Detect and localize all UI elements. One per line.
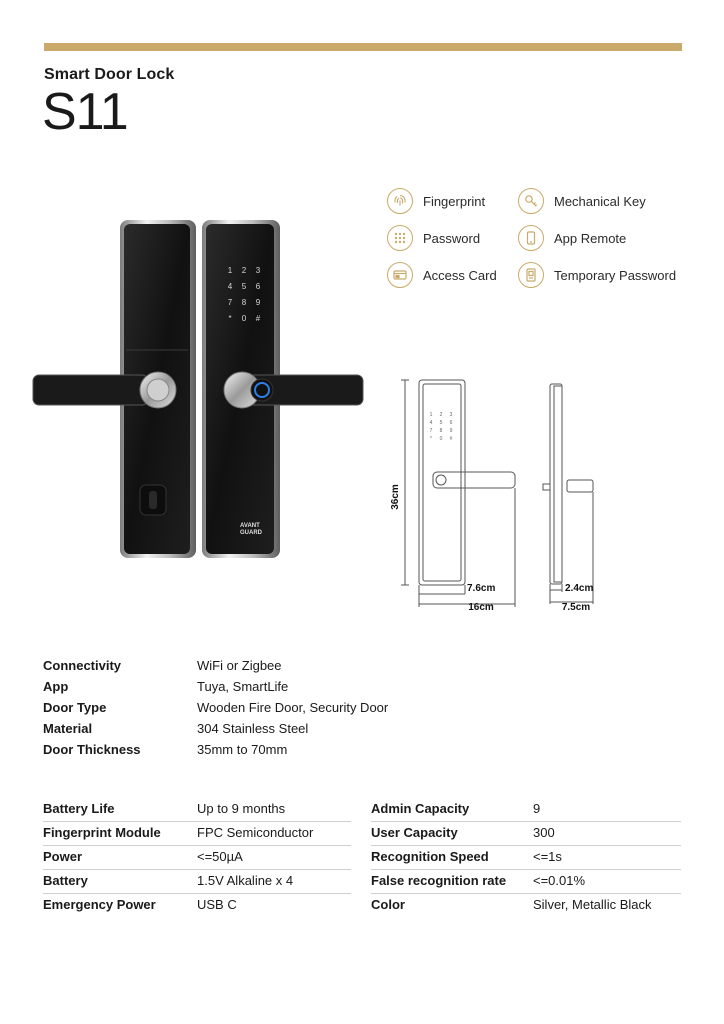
spec-value: <=1s: [533, 849, 562, 864]
key-label: 2: [241, 266, 247, 275]
dimension-diagram: [383, 372, 613, 617]
feature-item: [387, 223, 480, 253]
accent-bar: [44, 43, 682, 51]
spec-value: Up to 9 months: [197, 801, 286, 816]
key-label: 0: [439, 436, 443, 442]
overall-width-label: 16cm: [468, 602, 494, 613]
keypad-icon: [387, 225, 413, 251]
key-label: 5: [241, 282, 247, 291]
feature-item: [387, 260, 497, 290]
table-row: [371, 846, 681, 870]
feature-item: [387, 186, 485, 216]
spec-value: Wooden Fire Door, Security Door: [197, 700, 389, 715]
table-row: [43, 822, 351, 846]
spec-key: Fingerprint Module: [43, 825, 161, 840]
product-category: Smart Door Lock: [44, 66, 175, 83]
feature-label: Fingerprint: [423, 193, 486, 209]
depth-label: 2.4cm: [565, 583, 594, 594]
feature-item: [518, 186, 646, 216]
spec-key: App: [43, 679, 69, 694]
feature-item: [518, 260, 676, 290]
spec-key: Material: [43, 721, 93, 736]
spec-value: <=50µA: [197, 849, 243, 864]
table-row: [43, 846, 351, 870]
key-label: 7: [429, 428, 433, 434]
key-label: 0: [241, 314, 247, 323]
feature-label: Temporary Password: [554, 267, 677, 283]
spec-value: Tuya, SmartLife: [197, 679, 289, 694]
card-icon: [387, 262, 413, 288]
diagram-keypad: [430, 412, 453, 442]
spec-value: USB C: [197, 897, 237, 912]
spec-key: Battery Life: [43, 801, 115, 816]
spec-key: Admin Capacity: [371, 801, 470, 816]
table-row: [371, 870, 681, 894]
key-icon: [518, 188, 544, 214]
spec-value: 9: [533, 801, 541, 816]
table-row: [43, 870, 351, 894]
feature-label: App Remote: [554, 230, 627, 246]
key-label: *: [228, 314, 232, 323]
fingerprint-icon: [387, 188, 413, 214]
key-label: #: [449, 436, 453, 442]
spec-key: Recognition Speed: [371, 849, 489, 864]
height-label: 36cm: [390, 484, 401, 510]
key-label: 3: [449, 412, 453, 418]
spec-key: Door Thickness: [43, 742, 141, 757]
feature-item: [518, 223, 626, 253]
key-label: *: [430, 436, 432, 442]
key-label: 4: [429, 420, 433, 426]
brand-logo: GUARD: [240, 530, 262, 536]
door-lock-image: [30, 215, 370, 565]
spec-table-right: [371, 798, 681, 918]
model-name: S11: [42, 83, 128, 141]
table-row: [371, 822, 681, 846]
table-row: [43, 894, 351, 918]
spec-key: Door Type: [43, 700, 107, 715]
temporary-password-icon: [518, 262, 544, 288]
key-label: 1: [429, 412, 433, 418]
feature-label: Mechanical Key: [554, 193, 646, 209]
table-row: [371, 894, 681, 918]
key-label: 5: [439, 420, 443, 426]
key-label: 8: [439, 428, 443, 434]
spec-table-left: [43, 798, 351, 918]
spec-value: 1.5V Alkaline x 4: [197, 873, 294, 888]
key-label: 8: [241, 298, 247, 307]
spec-key: Connectivity: [43, 658, 122, 673]
spec-key: User Capacity: [371, 825, 458, 840]
side-depth-label: 7.5cm: [561, 602, 591, 613]
spec-value: 304 Stainless Steel: [197, 721, 309, 736]
spec-value: FPC Semiconductor: [197, 825, 314, 840]
key-label: 6: [449, 420, 453, 426]
key-label: 2: [439, 412, 443, 418]
spec-key: Emergency Power: [43, 897, 156, 912]
spec-key: Battery: [43, 873, 88, 888]
key-label: 4: [227, 282, 233, 291]
spec-value: WiFi or Zigbee: [197, 658, 282, 673]
feature-label: Access Card: [423, 267, 497, 283]
key-label: 3: [255, 266, 261, 275]
front-width-label: 7.6cm: [467, 583, 496, 594]
spec-key: Color: [371, 897, 405, 912]
spec-value: Silver, Metallic Black: [533, 897, 652, 912]
key-label: 1: [227, 266, 233, 275]
table-row: [371, 798, 681, 822]
phone-icon: [518, 225, 544, 251]
spec-value: 300: [533, 825, 555, 840]
spec-key: False recognition rate: [371, 873, 507, 888]
key-label: 6: [255, 282, 261, 291]
key-label: 9: [255, 298, 261, 307]
key-label: 7: [227, 298, 233, 307]
key-label: #: [255, 314, 261, 323]
table-row: [43, 798, 351, 822]
feature-label: Password: [423, 230, 481, 246]
spec-key: Power: [43, 849, 83, 864]
spec-value: 35mm to 70mm: [197, 742, 288, 757]
brand-logo: AVANT: [240, 523, 260, 529]
spec-value: <=0.01%: [533, 873, 586, 888]
key-label: 9: [449, 428, 453, 434]
